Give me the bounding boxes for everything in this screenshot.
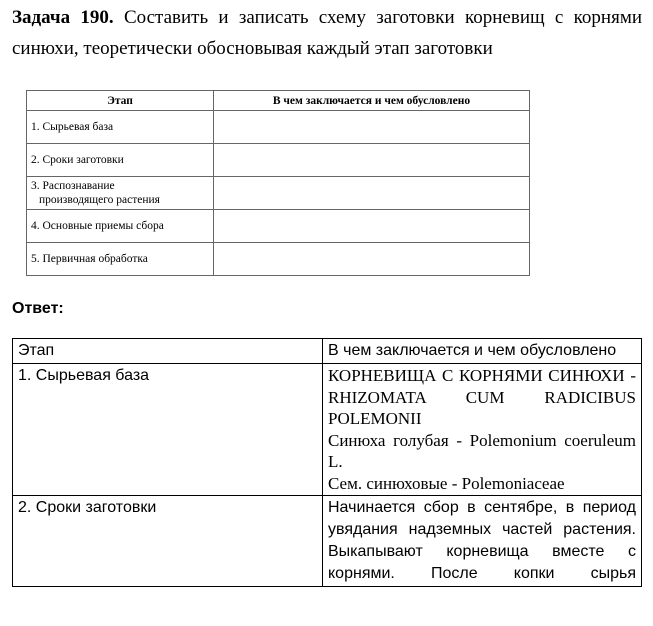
task-statement bbox=[12, 2, 642, 64]
task-text: Составить и записать схему заготовки корневищ с корнями синюхи, теоретически обосновывая каждый этап заготовки bbox=[12, 7, 643, 59]
family-name: Сем. синюховые - Polemoniaceae bbox=[328, 473, 565, 493]
template-row bbox=[27, 243, 530, 276]
template-stage: 5. Первичная обработка bbox=[27, 243, 214, 276]
template-header-stage: Этап bbox=[27, 91, 214, 111]
template-stage: 2. Сроки заготовки bbox=[27, 144, 214, 177]
template-row bbox=[27, 210, 530, 243]
answer-header-row bbox=[13, 339, 642, 364]
template-empty-cell bbox=[214, 243, 530, 276]
template-empty-cell bbox=[214, 144, 530, 177]
answer-header-description: В чем заключается и чем обусловлено bbox=[323, 339, 642, 364]
template-stage: 1. Сырьевая база bbox=[27, 111, 214, 144]
template-header-description: В чем заключается и чем обусловлено bbox=[214, 91, 530, 111]
template-stage: 4. Основные приемы сбора bbox=[27, 210, 214, 243]
template-row bbox=[27, 177, 530, 210]
answer-label: Ответ: bbox=[12, 300, 64, 317]
template-row bbox=[27, 144, 530, 177]
template-row bbox=[27, 111, 530, 144]
template-stage: 3. Распознавание производящего растения bbox=[27, 177, 214, 210]
template-table bbox=[26, 90, 530, 276]
answer-row bbox=[13, 364, 642, 496]
answer-description bbox=[323, 364, 642, 496]
plant-name: Синюха голубая - Polemonium coeruleum L. bbox=[328, 430, 636, 471]
template-empty-cell bbox=[214, 111, 530, 144]
latin-name: КОРНЕВИЩА С КОРНЯМИ СИНЮХИ - RHIZOMATA CUM RADICIBUS POLEMONII bbox=[328, 366, 636, 428]
answer-row bbox=[13, 496, 642, 587]
answer-header-stage: Этап bbox=[13, 339, 323, 364]
answer-table bbox=[12, 338, 642, 587]
template-header-row bbox=[27, 91, 530, 111]
template-empty-cell bbox=[214, 177, 530, 210]
template-empty-cell bbox=[214, 210, 530, 243]
answer-description: Начинается сбор в сентябре, в период увядания надземных частей растения. Выкапывают корневища вместе с корнями. После копки сырья bbox=[323, 496, 642, 587]
answer-stage: 2. Сроки заготовки bbox=[13, 496, 323, 587]
answer-stage: 1. Сырьевая база bbox=[13, 364, 323, 496]
task-number: Задача 190. bbox=[12, 7, 114, 28]
